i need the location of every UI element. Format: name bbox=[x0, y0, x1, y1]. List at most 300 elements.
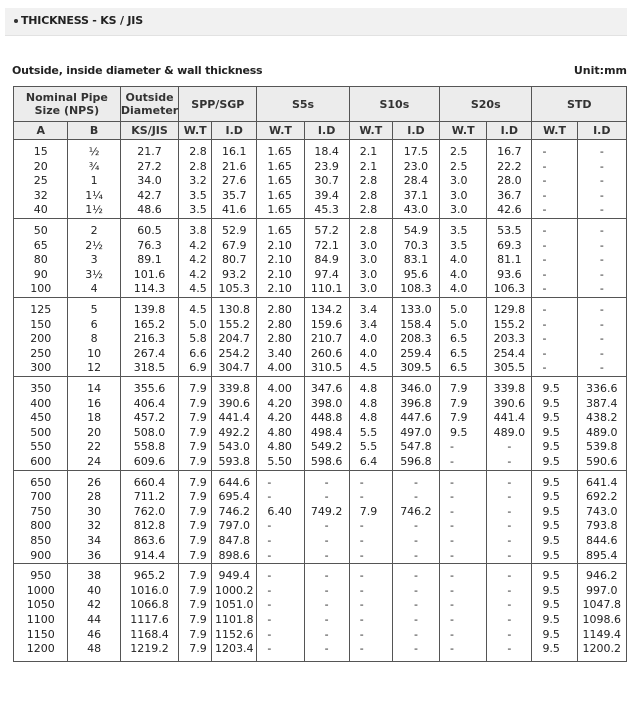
cell-od bbox=[120, 470, 179, 564]
cell-s20s-id bbox=[487, 219, 532, 298]
cell-value: - bbox=[413, 642, 418, 656]
header-ks-jis: KS/JIS bbox=[120, 122, 179, 140]
cell-value: 2.10 bbox=[267, 267, 292, 281]
cell-value: 9.5 bbox=[450, 425, 468, 439]
cell-value: - bbox=[599, 267, 604, 281]
cell-value: - bbox=[413, 569, 418, 583]
cell-value: 400 bbox=[30, 396, 52, 410]
cell-value: 310.5 bbox=[310, 361, 343, 375]
cell-value: 309.5 bbox=[400, 361, 432, 375]
cell-value: 457.2 bbox=[133, 411, 166, 425]
cell-value: - bbox=[450, 519, 455, 533]
cell-value: 1000 bbox=[26, 583, 55, 597]
cell-spp-wt bbox=[179, 377, 212, 471]
cell-value: 1.65 bbox=[267, 224, 292, 237]
cell-value: 5.0 bbox=[450, 303, 468, 316]
cell-value: - bbox=[599, 174, 604, 188]
cell-value: 305.5 bbox=[493, 361, 526, 375]
cell-value: 155.2 bbox=[493, 317, 526, 331]
cell-value: 93.2 bbox=[221, 267, 247, 281]
cell-value: 3.0 bbox=[450, 174, 468, 188]
cell-value: 3 bbox=[90, 253, 98, 267]
cell-value: 1219.2 bbox=[130, 642, 169, 656]
cell-value: - bbox=[450, 454, 455, 468]
cell-value: 114.3 bbox=[133, 282, 166, 296]
cell-value: - bbox=[267, 612, 272, 626]
cell-value: - bbox=[324, 548, 329, 562]
cell-value: 267.4 bbox=[133, 346, 166, 360]
cell-value: 133.0 bbox=[400, 303, 432, 316]
cell-value: 6.40 bbox=[267, 504, 292, 518]
cell-value: 38 bbox=[87, 569, 102, 583]
cell-value: 30 bbox=[87, 504, 102, 518]
cell-value: ½ bbox=[88, 145, 100, 158]
cell-value: - bbox=[267, 627, 272, 641]
cell-value: - bbox=[324, 533, 329, 547]
cell-value: 34 bbox=[87, 533, 102, 547]
header-s10s: S10s bbox=[349, 87, 439, 122]
cell-value: 7.9 bbox=[189, 642, 207, 656]
cell-value: 590.6 bbox=[586, 454, 618, 468]
cell-value: 9.5 bbox=[542, 440, 560, 454]
cell-value: 100 bbox=[30, 282, 52, 296]
cell-value: 9.5 bbox=[542, 642, 560, 656]
cell-value: 208.3 bbox=[400, 332, 432, 346]
cell-value: 20 bbox=[33, 159, 48, 173]
cell-value: - bbox=[413, 533, 418, 547]
cell-value: 4.00 bbox=[267, 382, 292, 395]
cell-value: 7.9 bbox=[450, 382, 468, 395]
cell-value: - bbox=[507, 642, 512, 656]
cell-spp-wt bbox=[179, 564, 212, 662]
cell-value: 16.7 bbox=[497, 145, 522, 158]
table-row-group bbox=[14, 564, 627, 662]
table-row-group bbox=[14, 377, 627, 471]
cell-std-id bbox=[577, 298, 626, 377]
cell-value: 9.5 bbox=[542, 411, 560, 425]
cell-value: 1200.2 bbox=[582, 642, 622, 656]
cell-value: 45.3 bbox=[314, 203, 339, 217]
cell-value: 158.4 bbox=[400, 317, 432, 331]
cell-value: 76.3 bbox=[137, 238, 162, 252]
cell-s20s-id bbox=[487, 564, 532, 662]
cell-value: 65 bbox=[33, 238, 48, 252]
cell-value: - bbox=[599, 317, 604, 331]
cell-value: 336.6 bbox=[586, 382, 618, 395]
cell-value: 2.8 bbox=[359, 203, 378, 217]
cell-value: 7.9 bbox=[189, 548, 207, 562]
cell-value: 9.5 bbox=[542, 396, 560, 410]
cell-value: - bbox=[507, 548, 512, 562]
cell-value: 32 bbox=[33, 188, 48, 202]
table-row-group bbox=[14, 219, 627, 298]
cell-value: - bbox=[542, 303, 547, 316]
cell-value: 700 bbox=[30, 490, 52, 504]
cell-spp-wt bbox=[179, 140, 212, 219]
cell-value: 52.9 bbox=[221, 224, 247, 237]
cell-value: - bbox=[324, 598, 329, 612]
cell-value: 863.6 bbox=[133, 533, 166, 547]
cell-s10s-id bbox=[392, 564, 439, 662]
cell-value: 9.5 bbox=[542, 627, 560, 641]
cell-value: 390.6 bbox=[218, 396, 250, 410]
cell-value: 105.3 bbox=[218, 282, 250, 296]
cell-a bbox=[14, 219, 68, 298]
cell-value: 3.5 bbox=[189, 203, 207, 217]
cell-value: - bbox=[324, 627, 329, 641]
cell-value: 2.10 bbox=[267, 282, 292, 296]
cell-value: 3½ bbox=[85, 267, 103, 281]
cell-value: 4.20 bbox=[267, 411, 292, 425]
cell-value: 844.6 bbox=[586, 533, 618, 547]
cell-value: 898.6 bbox=[218, 548, 250, 562]
cell-value: 7.9 bbox=[189, 533, 207, 547]
cell-value: 5.5 bbox=[359, 440, 378, 454]
cell-value: - bbox=[507, 598, 512, 612]
cell-s10s-id bbox=[392, 140, 439, 219]
cell-value: - bbox=[599, 332, 604, 346]
cell-value: 4.20 bbox=[267, 396, 292, 410]
cell-value: - bbox=[450, 569, 455, 583]
cell-value: 7.9 bbox=[189, 382, 207, 395]
cell-value: 4.5 bbox=[359, 361, 378, 375]
cell-value: - bbox=[450, 642, 455, 656]
cell-value: 3.0 bbox=[359, 238, 378, 252]
cell-value: - bbox=[359, 519, 364, 533]
cell-value: - bbox=[542, 346, 547, 360]
cell-value: 101.6 bbox=[133, 267, 166, 281]
cell-value: - bbox=[450, 504, 455, 518]
cell-value: - bbox=[450, 533, 455, 547]
cell-value: 1016.0 bbox=[130, 583, 169, 597]
cell-value: 6.6 bbox=[189, 346, 207, 360]
cell-value: 2 bbox=[90, 224, 98, 237]
cell-value: 549.2 bbox=[310, 440, 343, 454]
cell-value: 7.9 bbox=[189, 583, 207, 597]
cell-value: - bbox=[450, 440, 455, 454]
cell-value: 3.2 bbox=[189, 174, 207, 188]
cell-value: 3.5 bbox=[450, 238, 468, 252]
cell-value: 396.8 bbox=[400, 396, 432, 410]
cell-value: - bbox=[324, 583, 329, 597]
cell-value: 497.0 bbox=[400, 425, 432, 439]
cell-value: 129.8 bbox=[493, 303, 526, 316]
cell-value: 1051.0 bbox=[214, 598, 254, 612]
cell-s10s-wt bbox=[349, 298, 392, 377]
cell-value: - bbox=[507, 612, 512, 626]
cell-value: - bbox=[542, 361, 547, 375]
cell-value: 27.2 bbox=[137, 159, 162, 173]
cell-value: 650 bbox=[30, 475, 52, 489]
cell-value: 550 bbox=[30, 440, 52, 454]
cell-value: 4.2 bbox=[189, 238, 207, 252]
cell-value: 1.65 bbox=[267, 159, 292, 173]
cell-value: 6.9 bbox=[189, 361, 207, 375]
cell-value: 914.4 bbox=[133, 548, 166, 562]
cell-std-id bbox=[577, 140, 626, 219]
header-std-id: I.D bbox=[577, 122, 626, 140]
cell-value: 318.5 bbox=[133, 361, 166, 375]
cell-value: - bbox=[542, 317, 547, 331]
cell-value: 3.4 bbox=[359, 303, 378, 316]
cell-value: 7.9 bbox=[189, 490, 207, 504]
cell-value: - bbox=[413, 548, 418, 562]
cell-value: 3.40 bbox=[267, 346, 292, 360]
cell-value: - bbox=[267, 533, 272, 547]
cell-s20s-wt bbox=[440, 564, 487, 662]
cell-value: 1¼ bbox=[85, 188, 103, 202]
cell-value: 32 bbox=[87, 519, 102, 533]
cell-value: 4.0 bbox=[450, 253, 468, 267]
cell-s20s-wt bbox=[440, 377, 487, 471]
cell-value: - bbox=[450, 490, 455, 504]
cell-value: 46 bbox=[87, 627, 102, 641]
cell-value: 39.4 bbox=[314, 188, 339, 202]
cell-value: 4.8 bbox=[359, 411, 378, 425]
cell-value: 10 bbox=[87, 346, 102, 360]
cell-value: 4 bbox=[90, 282, 98, 296]
cell-value: - bbox=[542, 332, 547, 346]
cell-value: 125 bbox=[30, 303, 52, 316]
cell-value: 110.1 bbox=[310, 282, 343, 296]
cell-value: - bbox=[542, 203, 547, 217]
cell-s20s-id bbox=[487, 377, 532, 471]
cell-value: 44 bbox=[87, 612, 102, 626]
cell-s5s-id bbox=[304, 219, 349, 298]
cell-value: 346.0 bbox=[400, 382, 432, 395]
cell-value: 9.5 bbox=[542, 504, 560, 518]
cell-value: 260.6 bbox=[310, 346, 343, 360]
cell-value: 108.3 bbox=[400, 282, 432, 296]
page-title: THICKNESS - KS / JIS bbox=[21, 14, 143, 27]
cell-value: - bbox=[599, 159, 604, 173]
cell-value: 347.6 bbox=[310, 382, 343, 395]
cell-value: ¾ bbox=[88, 159, 100, 173]
cell-s20s-id bbox=[487, 140, 532, 219]
cell-value: 355.6 bbox=[133, 382, 166, 395]
cell-value: 4.80 bbox=[267, 440, 292, 454]
cell-value: 3.5 bbox=[189, 188, 207, 202]
cell-s20s-id bbox=[487, 470, 532, 564]
cell-value: 20 bbox=[87, 425, 102, 439]
cell-value: 16 bbox=[87, 396, 102, 410]
cell-value: 641.4 bbox=[586, 475, 618, 489]
cell-value: 543.0 bbox=[218, 440, 250, 454]
cell-value: 204.7 bbox=[218, 332, 250, 346]
cell-value: 4.80 bbox=[267, 425, 292, 439]
cell-s5s-wt bbox=[257, 564, 304, 662]
cell-spp-id bbox=[212, 377, 257, 471]
cell-value: 7.9 bbox=[189, 612, 207, 626]
cell-value: 2.8 bbox=[359, 174, 378, 188]
cell-value: 97.4 bbox=[314, 267, 339, 281]
cell-value: - bbox=[359, 533, 364, 547]
cell-value: 83.1 bbox=[403, 253, 429, 267]
cell-value: 1150 bbox=[26, 627, 55, 641]
cell-value: 80 bbox=[33, 253, 48, 267]
cell-value: - bbox=[599, 282, 604, 296]
cell-value: - bbox=[542, 267, 547, 281]
header-s10s-id: I.D bbox=[392, 122, 439, 140]
cell-value: - bbox=[413, 490, 418, 504]
cell-value: - bbox=[267, 548, 272, 562]
cell-value: 35.7 bbox=[221, 188, 247, 202]
cell-value: 797.0 bbox=[218, 519, 250, 533]
cell-value: 9.5 bbox=[542, 583, 560, 597]
cell-value: 746.2 bbox=[400, 504, 432, 518]
cell-value: - bbox=[267, 583, 272, 597]
cell-value: 492.2 bbox=[218, 425, 250, 439]
cell-value: 4.0 bbox=[359, 332, 378, 346]
header-s5s-id: I.D bbox=[304, 122, 349, 140]
cell-value: 36 bbox=[87, 548, 102, 562]
cell-value: 53.5 bbox=[497, 224, 522, 237]
cell-value: 40 bbox=[87, 583, 102, 597]
cell-value: - bbox=[542, 282, 547, 296]
cell-value: 950 bbox=[30, 569, 52, 583]
cell-s5s-id bbox=[304, 140, 349, 219]
cell-value: 3.0 bbox=[359, 253, 378, 267]
cell-s5s-id bbox=[304, 470, 349, 564]
cell-value: 1050 bbox=[26, 598, 55, 612]
cell-value: - bbox=[413, 519, 418, 533]
cell-value: 1117.6 bbox=[130, 612, 169, 626]
cell-value: 42.7 bbox=[137, 188, 162, 202]
header-s5s: S5s bbox=[257, 87, 349, 122]
cell-value: - bbox=[542, 145, 547, 158]
cell-value: 7.9 bbox=[189, 627, 207, 641]
cell-value: - bbox=[450, 583, 455, 597]
cell-value: - bbox=[450, 475, 455, 489]
cell-value: 40 bbox=[33, 203, 48, 217]
cell-value: - bbox=[359, 475, 364, 489]
cell-a bbox=[14, 298, 68, 377]
cell-value: 5.0 bbox=[189, 317, 207, 331]
cell-value: 489.0 bbox=[493, 425, 526, 439]
cell-value: 60.5 bbox=[137, 224, 162, 237]
cell-value: - bbox=[599, 303, 604, 316]
cell-value: 57.2 bbox=[314, 224, 339, 237]
cell-s5s-wt bbox=[257, 470, 304, 564]
cell-value: 9.5 bbox=[542, 569, 560, 583]
cell-value: 9.5 bbox=[542, 475, 560, 489]
cell-value: - bbox=[359, 612, 364, 626]
cell-value: 2.1 bbox=[359, 159, 378, 173]
cell-value: 644.6 bbox=[218, 475, 250, 489]
cell-value: 4.8 bbox=[359, 396, 378, 410]
cell-value: 743.0 bbox=[586, 504, 618, 518]
cell-value: 21.7 bbox=[137, 145, 162, 158]
cell-value: 692.2 bbox=[586, 490, 618, 504]
cell-value: 2.8 bbox=[359, 188, 378, 202]
cell-value: 441.4 bbox=[218, 411, 250, 425]
cell-s10s-wt bbox=[349, 564, 392, 662]
cell-s20s-wt bbox=[440, 219, 487, 298]
cell-s20s-wt bbox=[440, 298, 487, 377]
cell-value: 3.5 bbox=[450, 224, 468, 237]
cell-value: 18 bbox=[87, 411, 102, 425]
cell-value: 7.9 bbox=[450, 411, 468, 425]
bullet-icon bbox=[14, 19, 18, 23]
cell-value: 1098.6 bbox=[582, 612, 622, 626]
cell-value: - bbox=[359, 548, 364, 562]
cell-value: - bbox=[542, 238, 547, 252]
cell-value: 398.0 bbox=[310, 396, 343, 410]
cell-value: 37.1 bbox=[403, 188, 429, 202]
cell-value: 14 bbox=[87, 382, 102, 395]
cell-value: 254.4 bbox=[493, 346, 526, 360]
cell-value: 498.4 bbox=[310, 425, 343, 439]
cell-value: 3.8 bbox=[189, 224, 207, 237]
cell-value: - bbox=[359, 583, 364, 597]
cell-value: 134.2 bbox=[310, 303, 343, 316]
cell-value: 95.6 bbox=[403, 267, 429, 281]
cell-spp-id bbox=[212, 140, 257, 219]
header-outside-diameter: Outside Diameter bbox=[120, 87, 179, 122]
cell-value: 3.4 bbox=[359, 317, 378, 331]
cell-value: 2.80 bbox=[267, 332, 292, 346]
cell-value: 448.8 bbox=[310, 411, 343, 425]
cell-value: 130.8 bbox=[218, 303, 250, 316]
cell-std-wt bbox=[532, 219, 577, 298]
cell-value: 80.7 bbox=[221, 253, 247, 267]
cell-value: 9.5 bbox=[542, 382, 560, 395]
cell-value: 150 bbox=[30, 317, 52, 331]
cell-value: 750 bbox=[30, 504, 52, 518]
cell-value: 596.8 bbox=[400, 454, 432, 468]
cell-value: 9.5 bbox=[542, 598, 560, 612]
cell-value: 7.9 bbox=[189, 411, 207, 425]
cell-value: - bbox=[359, 627, 364, 641]
cell-value: 539.8 bbox=[586, 440, 618, 454]
cell-b bbox=[68, 298, 120, 377]
cell-value: - bbox=[599, 145, 604, 158]
cell-value: 949.4 bbox=[218, 569, 250, 583]
cell-value: - bbox=[413, 612, 418, 626]
cell-value: - bbox=[599, 188, 604, 202]
cell-value: 547.8 bbox=[400, 440, 432, 454]
cell-s20s-wt bbox=[440, 140, 487, 219]
cell-b bbox=[68, 470, 120, 564]
cell-s20s-id bbox=[487, 298, 532, 377]
cell-value: - bbox=[324, 612, 329, 626]
cell-value: 12 bbox=[87, 361, 102, 375]
cell-value: 850 bbox=[30, 533, 52, 547]
cell-std-id bbox=[577, 470, 626, 564]
cell-std-wt bbox=[532, 564, 577, 662]
cell-value: - bbox=[507, 583, 512, 597]
cell-value: - bbox=[507, 504, 512, 518]
cell-value: 746.2 bbox=[218, 504, 250, 518]
cell-value: 6 bbox=[90, 317, 98, 331]
cell-value: 250 bbox=[30, 346, 52, 360]
cell-value: 1101.8 bbox=[214, 612, 254, 626]
cell-value: - bbox=[359, 642, 364, 656]
cell-std-id bbox=[577, 564, 626, 662]
cell-value: 965.2 bbox=[133, 569, 166, 583]
cell-value: 438.2 bbox=[586, 411, 618, 425]
cell-value: 1203.4 bbox=[214, 642, 254, 656]
cell-value: 41.6 bbox=[221, 203, 247, 217]
cell-value: 36.7 bbox=[497, 188, 522, 202]
cell-value: 3.0 bbox=[359, 267, 378, 281]
cell-od bbox=[120, 564, 179, 662]
cell-value: 812.8 bbox=[133, 519, 166, 533]
cell-s5s-id bbox=[304, 564, 349, 662]
cell-value: - bbox=[507, 569, 512, 583]
cell-value: - bbox=[267, 519, 272, 533]
cell-value: 139.8 bbox=[133, 303, 166, 316]
